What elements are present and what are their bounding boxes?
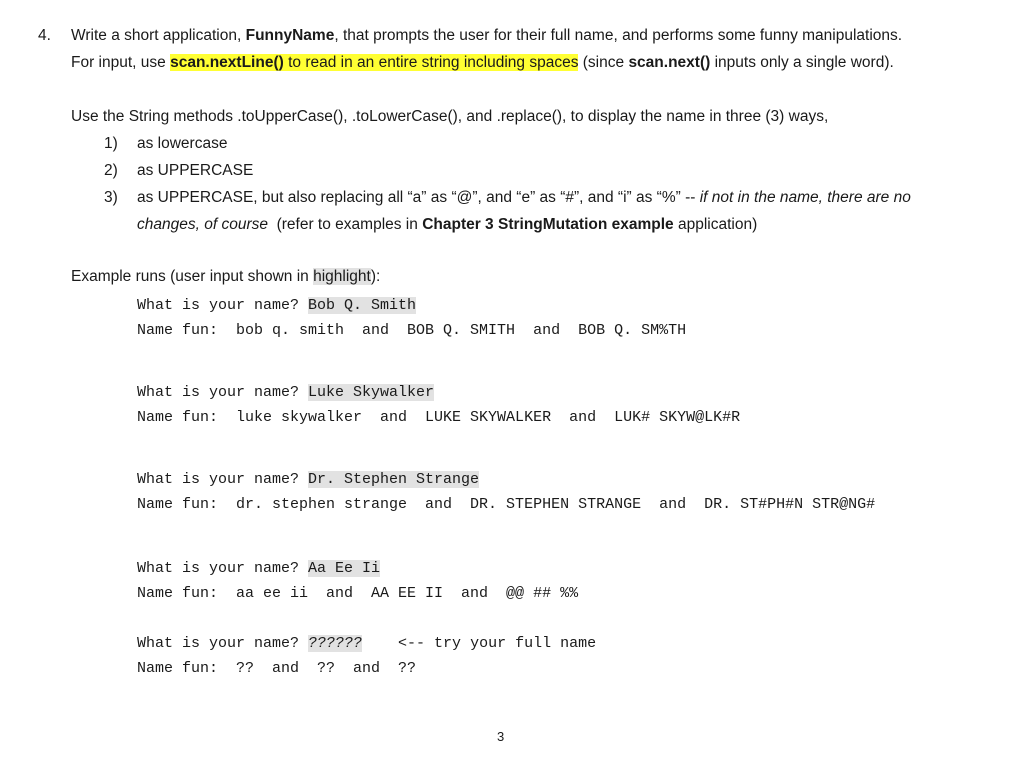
user-input: Bob Q. Smith <box>308 297 417 314</box>
example-prompt-line: What is your name? ?????? <-- try your full name <box>137 635 597 652</box>
list-item-text: as UPPERCASE, but also replacing all “a” as “@”, and “e” as “#”, and “i” as “%” -- if not in the name, there are no changes, of course (refer to examples in Chapter 3 StringMutation example application) <box>137 189 911 233</box>
example-output-line: Name fun: bob q. smith and BOB Q. SMITH and BOB Q. SM%TH <box>137 322 687 339</box>
list-item: 3) <box>104 189 118 206</box>
example-prompt-line: What is your name? Luke Skywalker <box>137 384 435 401</box>
list-item: 1) <box>104 135 118 152</box>
example-prompt-line: What is your name? Bob Q. Smith <box>137 297 417 314</box>
method-next: scan.next() <box>628 54 711 71</box>
example-output-line: Name fun: aa ee ii and AA EE II and @@ ## %% <box>137 585 579 602</box>
example-output-line: Name fun: dr. stephen strange and DR. STEPHEN STRANGE and DR. ST#PH#N STR@NG# <box>137 496 876 513</box>
input-note: <-- try your full name <box>362 635 597 652</box>
question-intro: Write a short application, FunnyName, that prompts the user for their full name, and performs some funny manipulations. For input, use scan.nextLine() to read in an entire string including spaces (since scan.next() inputs only a single word). <box>71 27 903 71</box>
example-prompt-line: What is your name? Aa Ee Ii <box>137 560 381 577</box>
list-item-text: as lowercase <box>137 135 228 152</box>
user-input: ?????? <box>308 635 363 652</box>
user-input: Aa Ee Ii <box>308 560 381 577</box>
examples-label: Example runs (user input shown in highlight): <box>71 268 381 285</box>
list-item: 2) <box>104 162 118 179</box>
list-item-text: as UPPERCASE <box>137 162 254 179</box>
chapter-reference: Chapter 3 StringMutation example <box>422 216 674 233</box>
methods-line: Use the String methods .toUpperCase(), .toLowerCase(), and .replace(), to display the name in three (3) ways, <box>71 108 829 125</box>
highlighted-instruction: scan.nextLine() to read in an entire string including spaces <box>170 54 579 71</box>
example-prompt-line: What is your name? Dr. Stephen Strange <box>137 471 480 488</box>
page-number: 3 <box>497 729 505 744</box>
example-output-line: Name fun: luke skywalker and LUKE SKYWALKER and LUK# SKYW@LK#R <box>137 409 741 426</box>
app-name: FunnyName <box>245 27 335 44</box>
user-input: Luke Skywalker <box>308 384 435 401</box>
question-number: 4. <box>38 27 51 44</box>
example-output-line: Name fun: ?? and ?? and ?? <box>137 660 417 677</box>
user-input: Dr. Stephen Strange <box>308 471 480 488</box>
